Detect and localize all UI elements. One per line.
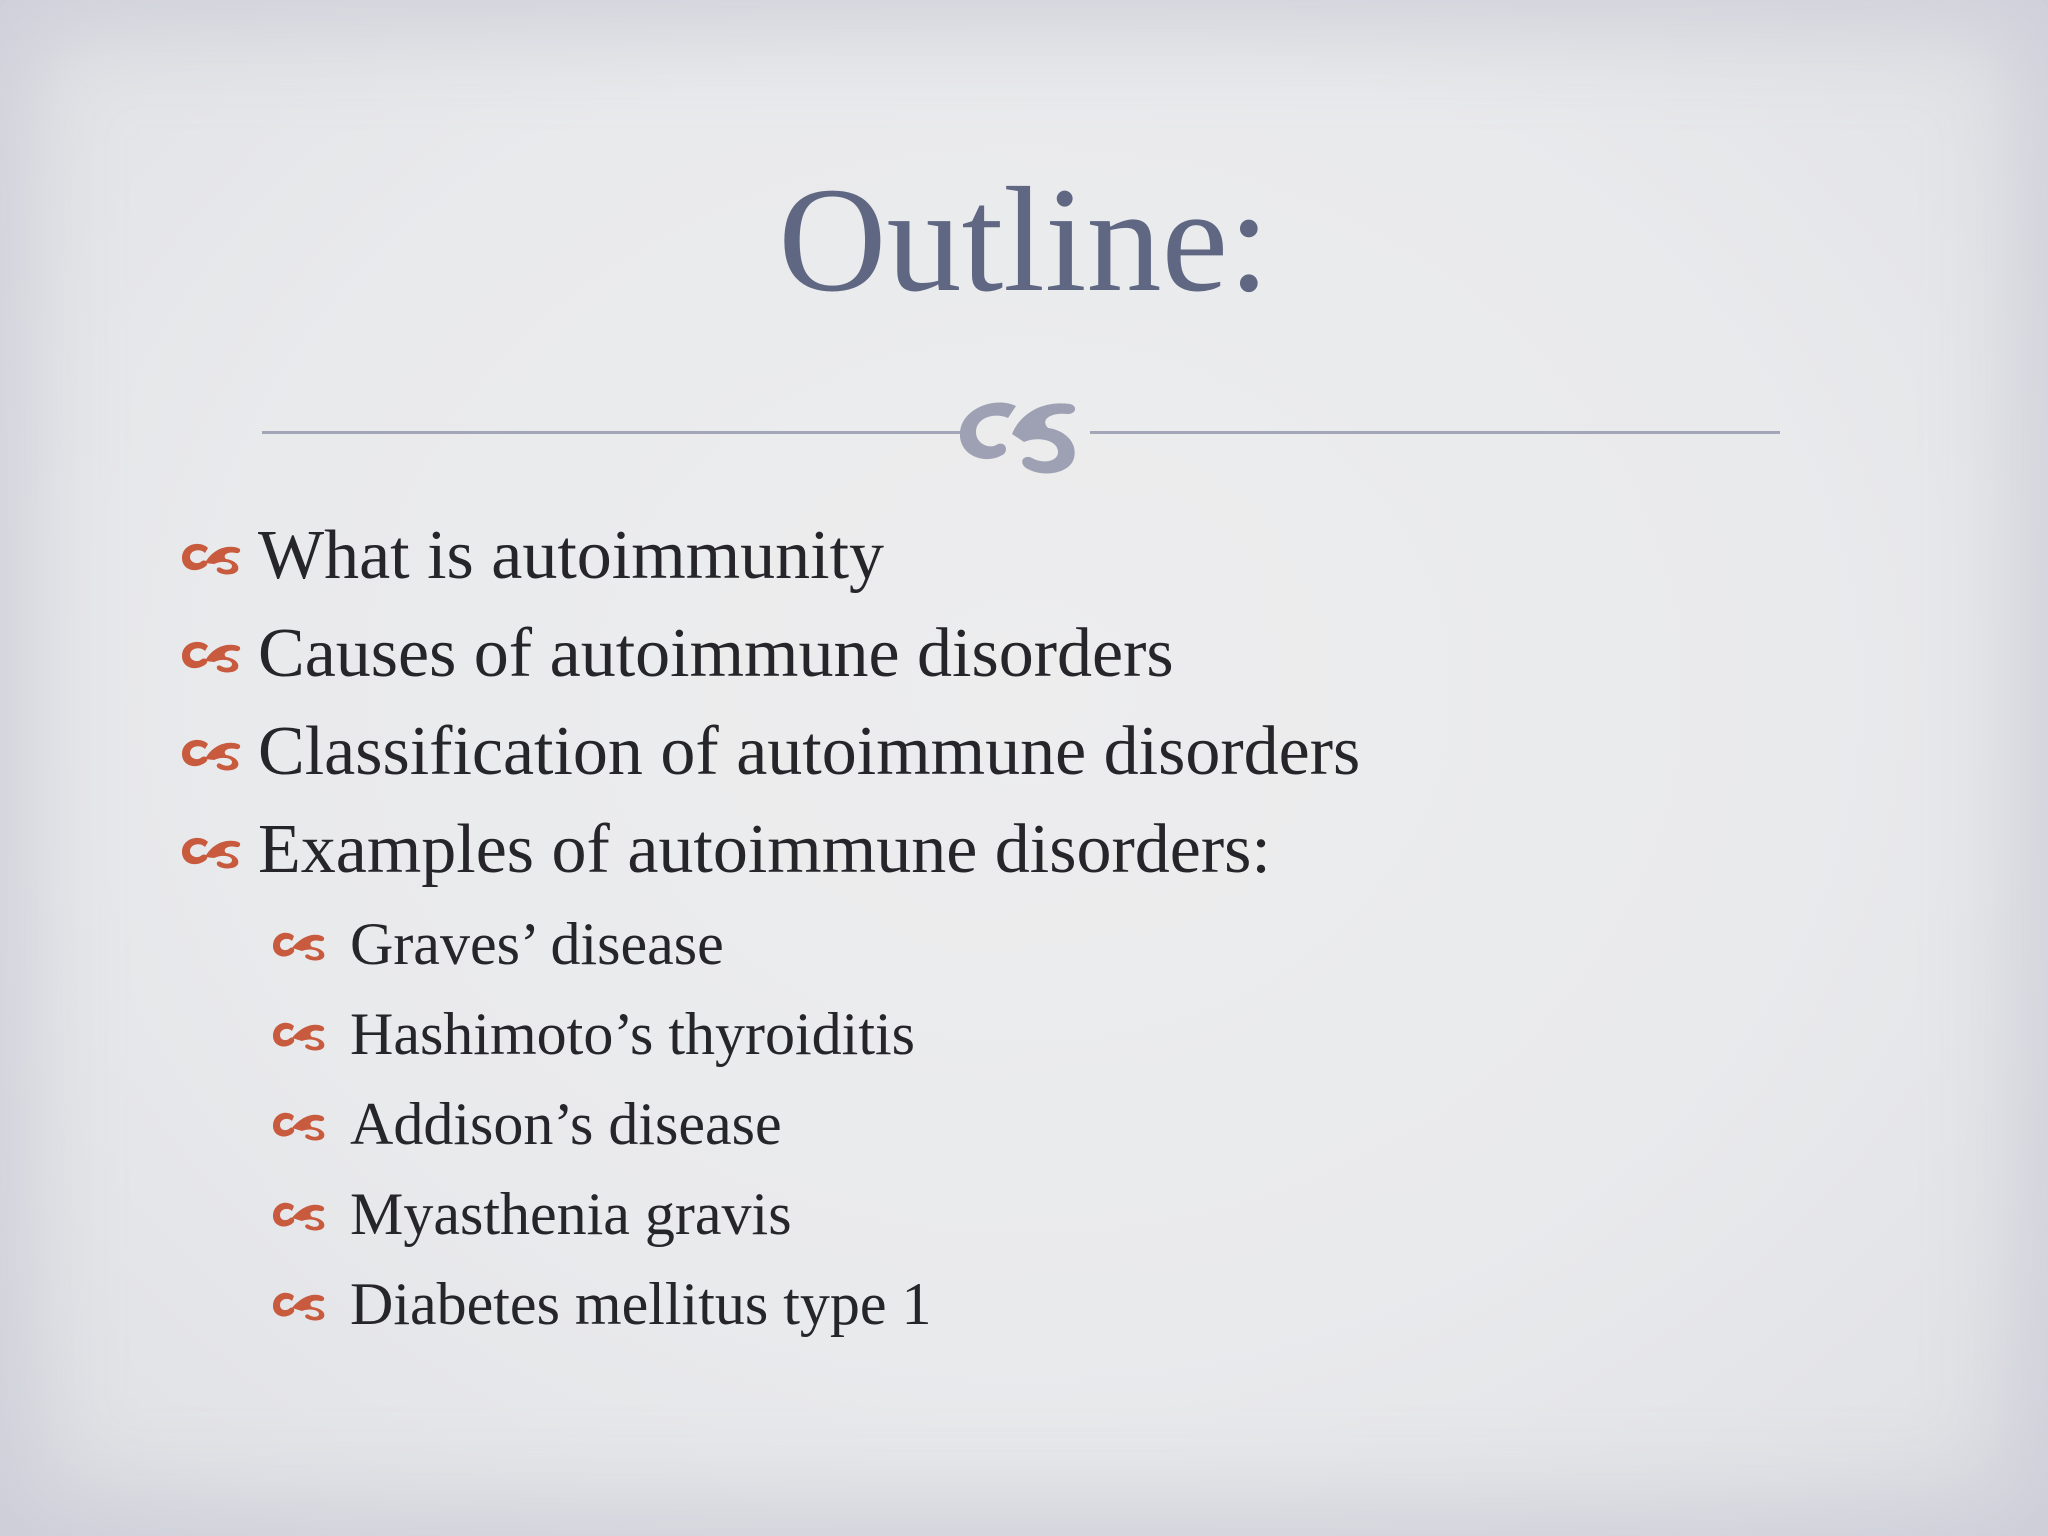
flourish-bullet-icon bbox=[270, 1106, 328, 1142]
list-item-text: Causes of autoimmune disorders bbox=[258, 615, 1174, 692]
list-item bbox=[270, 992, 915, 1076]
ornament-flourish-icon bbox=[946, 370, 1106, 480]
flourish-bullet-icon bbox=[270, 926, 328, 962]
list-item-text: Diabetes mellitus type 1 bbox=[350, 1270, 932, 1337]
list-item-text: Examples of autoimmune disorders: bbox=[258, 811, 1271, 888]
list-item-text: Myasthenia gravis bbox=[350, 1180, 792, 1247]
list-item-text: What is autoimmunity bbox=[258, 517, 885, 594]
slide-title: Outline: bbox=[778, 157, 1270, 323]
divider-line-left bbox=[262, 431, 962, 434]
divider-line-right bbox=[1090, 431, 1780, 434]
list-item bbox=[178, 707, 1360, 797]
list-item bbox=[178, 805, 1271, 895]
list-item bbox=[270, 902, 724, 986]
flourish-bullet-icon bbox=[270, 1286, 328, 1322]
flourish-bullet-icon bbox=[178, 732, 244, 772]
list-item bbox=[270, 1082, 782, 1166]
list-item-text: Hashimoto’s thyroiditis bbox=[350, 1000, 916, 1067]
list-item-text: Classification of autoimmune disorders bbox=[258, 713, 1361, 790]
flourish-bullet-icon bbox=[270, 1016, 328, 1052]
flourish-bullet-icon bbox=[178, 536, 244, 576]
list-item bbox=[178, 511, 884, 601]
list-item bbox=[178, 609, 1174, 699]
list-item bbox=[270, 1262, 932, 1346]
list-item-text: Graves’ disease bbox=[350, 910, 724, 977]
list-item-text: Addison’s disease bbox=[350, 1090, 782, 1157]
flourish-bullet-icon bbox=[178, 634, 244, 674]
flourish-bullet-icon bbox=[270, 1196, 328, 1232]
list-item bbox=[270, 1172, 792, 1256]
flourish-bullet-icon bbox=[178, 830, 244, 870]
